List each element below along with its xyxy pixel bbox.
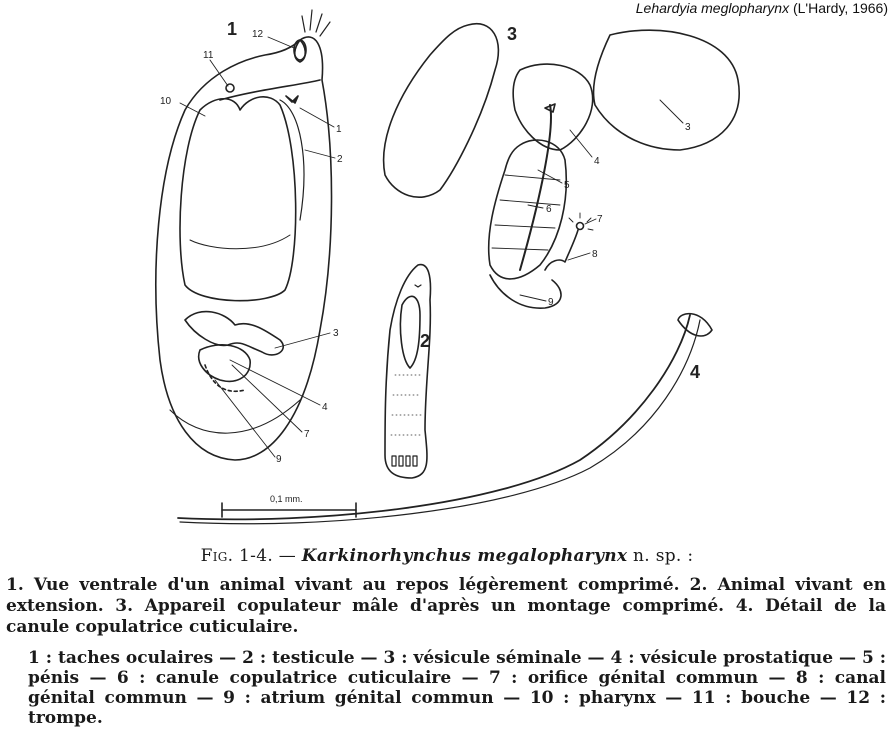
caption-title (0, 546, 894, 566)
caption-title-species: Karkinorhynchus megalopharynx (301, 546, 628, 566)
panel1-callout-1: 1 (336, 124, 342, 135)
panel1-callout-2: 2 (337, 154, 343, 165)
panel3-callout-7: 7 (597, 214, 603, 225)
panel1-callout-11: 11 (203, 50, 214, 61)
panel1-atrium (205, 365, 245, 391)
panel3-genital-orifice (577, 223, 584, 230)
panel1-pharynx-inner (190, 235, 290, 249)
panel1-cilia (302, 10, 330, 36)
credit-species: Lehardyia meglopharynx (635, 0, 790, 16)
panel1-testis (280, 100, 304, 220)
panel3-callout-lines (520, 100, 683, 301)
panel3-seminal-vesicle-right (593, 30, 739, 150)
panel1-callout-12: 12 (252, 29, 264, 40)
panel2-pharynx (400, 296, 420, 368)
panel3-callout-9: 9 (548, 297, 554, 308)
panel-label-1: 1 (227, 19, 238, 39)
panel-label-2: 2 (420, 331, 431, 351)
caption-title-suffix: n. sp. : (627, 546, 694, 566)
panel3-callout-4: 4 (594, 156, 600, 167)
panel3-seminal-vesicle-left (384, 24, 499, 198)
panel2-posterior-pattern (392, 456, 417, 466)
scale-bar-label: 0,1 mm. (270, 494, 303, 504)
caption-title-prefix: Fig. 1-4. — (200, 546, 302, 566)
panel1-callout-7: 7 (304, 429, 310, 440)
panel1-vesicle-a (185, 312, 283, 355)
panel3-prostatic-vesicle (513, 64, 593, 150)
panel2-eyes (415, 285, 421, 287)
credit-author: (L'Hardy, 1966) (789, 0, 888, 16)
panel1-callout-10: 10 (160, 96, 172, 107)
panel3-callout-6: 6 (546, 204, 552, 215)
panel1-mouth (226, 84, 234, 92)
panel3-orifice-rays (569, 213, 593, 230)
caption-legend: 1 : taches oculaires — 2 : testicule — 3 : vésicule séminale — 4 : vésicule prostatique — 5 : pénis — 6 : canule copulatrice cuticulaire — 7 : orifice génital commun — 8 : canal génital commun — 9 : atrium génital commun — 10 : pharynx — 11 : bouche — 12 : trompe. (28, 648, 886, 728)
panel4-canule (178, 315, 690, 519)
panel-label-4: 4 (690, 362, 701, 382)
panel1-callout-3: 3 (333, 328, 339, 339)
caption-description: 1. Vue ventrale d'un animal vivant au repos légèrement comprimé. 2. Animal vivant en extension. 3. Appareil copulateur mâle d'après un montage comprimé. 4. Détail de la canule copulatrice cuticulaire. (6, 575, 886, 637)
panel1-callout-4: 4 (322, 402, 328, 413)
panel4-funnel (678, 314, 712, 336)
panel3-callout-8: 8 (592, 249, 598, 260)
panel-label-3: 3 (507, 24, 518, 44)
panel1-vesicle-b (199, 345, 250, 382)
panel3-callout-3: 3 (685, 122, 691, 133)
panel1-eyespot (286, 96, 298, 103)
panel3-callout-5: 5 (564, 180, 570, 191)
panel3-penis (489, 140, 567, 279)
panel2-body-outline (385, 265, 431, 478)
panel2-stipple (391, 375, 423, 435)
panel1-pharynx (180, 97, 296, 301)
panel1-callout-9: 9 (276, 454, 282, 465)
